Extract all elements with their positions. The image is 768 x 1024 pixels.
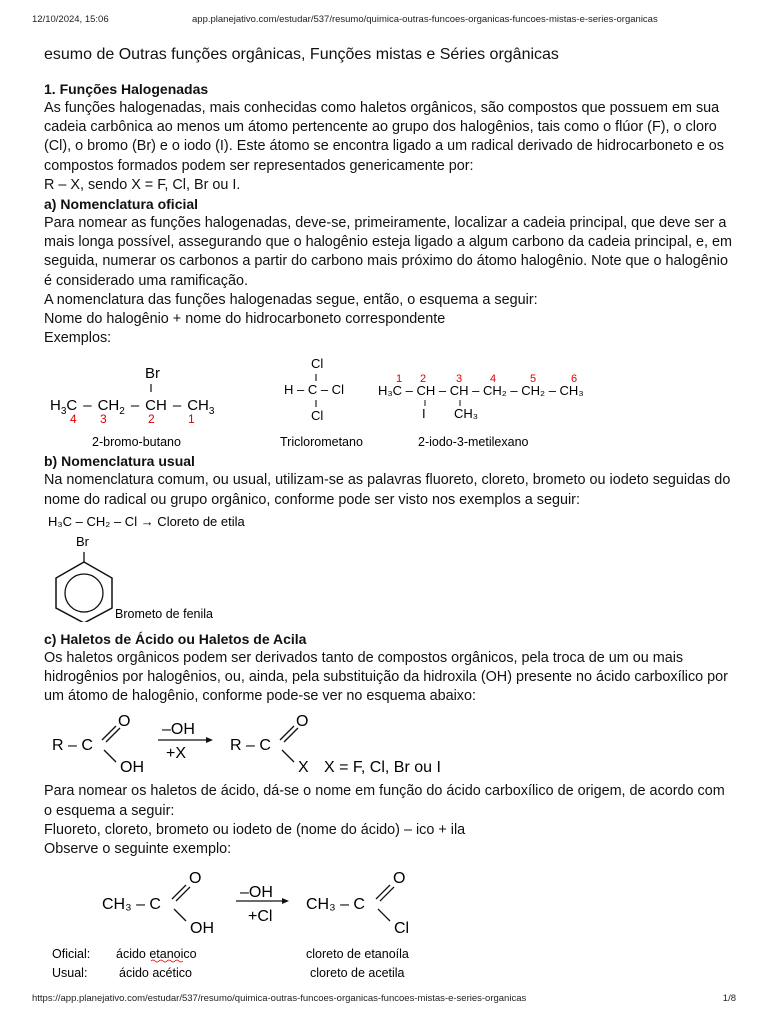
scheme-rc-left: R – C <box>52 737 93 755</box>
usual-halide-name: cloreto de acetila <box>310 966 405 980</box>
paragraph-regra-haletos: Fluoreto, cloreto, brometo ou iodeto de (nome do ácido) – ico + ila <box>44 821 466 838</box>
triclorometano-row: H – C – Cl <box>284 382 344 398</box>
carbon-number-1: 1 <box>188 412 195 427</box>
bromine-atom: Br <box>76 533 89 549</box>
scheme-rc-right: R – C <box>230 737 271 755</box>
paragraph-exemplos: Exemplos: <box>44 330 112 347</box>
paragraph-generic-formula: R – X, sendo X = F, Cl, Br ou I. <box>44 176 241 193</box>
paragraph-nomenclatura-oficial: Para nomear as funções halogenadas, deve-se, primeiramente, localizar a cadeia principal, que deve ser a mais longa possível, assegurando que o halogênio esteja ligado a algum carbono da cadeia principal, e, em seguida, numerar os carbonos a partir do carbono mais próximo do átomo halogênio. Note que o halogênio é considerado uma ramificação. <box>44 215 733 289</box>
page-number: 1/8 <box>722 993 736 1004</box>
scheme-halogen: X <box>298 759 309 777</box>
structure-2-iodo-3-metilexano <box>378 373 584 449</box>
scheme-oxygen-right: O <box>296 713 309 731</box>
print-url[interactable]: app.planejativo.com/estudar/537/resumo/quimica-outras-funcoes-organicas-funcoes-mistas-e-series-organicas <box>192 14 658 25</box>
usual-label: Usual: <box>52 966 88 980</box>
chain-2-iodo-3-metilexano: H₃C – CH – CH – CH₂ – CH₂ – CH₃ <box>378 383 584 399</box>
carbon-number-5: 5 <box>530 373 537 386</box>
example-ch3c-right: CH₃ – C <box>306 896 365 914</box>
structure-triclorometano <box>280 356 363 449</box>
subheading-nomenclatura-usual: b) Nomenclatura usual <box>44 453 195 470</box>
paragraph-intro: As funções halogenadas, mais conhecidas como haletos orgânicos, são compostos que possuem em sua cadeia carbônica ao menos um átomo pertencente ao grupo dos halogênios, tais como o flúor (F), o cloro (Cl), o bromo (Br) e o iodo (I). Este átomo se encontra ligado a um radical derivado de hidrocarboneto e os compostos formados podem ser representados genericamente por: <box>44 100 724 174</box>
figure-acid-halide-scheme <box>44 706 734 782</box>
example-reagent-top: –OH <box>240 884 273 902</box>
cloreto-de-etila-formula: H₃C – CH₂ – Cl → Cloreto de etila <box>48 513 245 529</box>
example-chlorine: Cl <box>394 920 410 938</box>
carbon-number-3: 3 <box>100 412 107 427</box>
brometo-de-fenila-structure <box>56 534 213 622</box>
scheme-result: X = F, Cl, Br ou I <box>324 759 441 777</box>
paragraph-observe: Observe o seguinte exemplo: <box>44 841 232 858</box>
carbon-number-1: 1 <box>396 373 403 386</box>
carbon-number-3: 3 <box>456 373 463 386</box>
bromine-atom: Br <box>145 365 160 383</box>
methyl-branch: CH₃ <box>454 406 479 422</box>
oficial-halide-name: cloreto de etanoíla <box>306 947 409 962</box>
chlorine-bottom: Cl <box>311 408 324 424</box>
structure-2-bromo-butano <box>50 365 215 449</box>
carbon-number-2: 2 <box>420 373 427 386</box>
carbon-number-4: 4 <box>70 412 77 427</box>
oficial-acid-name: ácido etanoico <box>116 947 197 962</box>
paragraph-regra-nome: Nome do halogênio + nome do hidrocarboneto correspondente <box>44 311 446 328</box>
subheading-haletos-de-acido: c) Haletos de Ácido ou Haletos de Acila <box>44 630 307 647</box>
figure-acetyl-chloride-example <box>44 859 734 979</box>
scheme-reagent-top: –OH <box>162 721 195 739</box>
iodine-atom: I <box>422 406 426 422</box>
oficial-label: Oficial: <box>52 947 91 962</box>
footer-url[interactable]: https://app.planejativo.com/estudar/537/resumo/quimica-outras-funcoes-organicas-funcoes-mistas-e-series-organicas <box>32 993 527 1004</box>
paragraph-nomear-haletos: Para nomear os haletos de ácido, dá-se o nome em função do ácido carboxílico de origem, de acordo com o esquema a seguir: <box>44 783 725 819</box>
document-body <box>44 44 734 979</box>
example-hydroxyl: OH <box>190 920 214 938</box>
name-2-iodo-3-metilexano: 2-iodo-3-metilexano <box>418 435 529 450</box>
paragraph-nomenclatura-usual: Na nomenclatura comum, ou usual, utilizam-se as palavras fluoreto, cloreto, brometo ou iodeto seguidas do nome do radical ou grupo orgânico, conforme pode ser visto nos exemplos a seguir: <box>44 472 731 508</box>
example-oxygen-right: O <box>393 870 406 888</box>
carbon-number-2: 2 <box>148 412 155 427</box>
print-datetime: 12/10/2024, 15:06 <box>32 14 109 25</box>
figure-usual-examples <box>44 510 734 622</box>
chlorine-top: Cl <box>311 356 324 372</box>
paragraph-haletos-de-acido: Os haletos orgânicos podem ser derivados tanto de compostos orgânicos, pela troca de um ou mais hidrogênios por halogênios, ou, ainda, pela substituição da hidroxila (OH) presente no ácido carboxílico por um átomo de halogênio, conforme pode-se ver no esquema abaixo: <box>44 649 728 705</box>
name-2-bromo-butano: 2-bromo-butano <box>92 435 181 450</box>
section-heading-halogenadas: 1. Funções Halogenadas <box>44 81 209 97</box>
example-oxygen-left: O <box>189 870 202 888</box>
usual-acid-name: ácido acético <box>119 966 192 980</box>
carbon-number-4: 4 <box>490 373 497 386</box>
scheme-reagent-bottom: +X <box>166 745 187 763</box>
name-brometo-de-fenila: Brometo de fenila <box>115 606 213 621</box>
paragraph-esquema: A nomenclatura das funções halogenadas segue, então, o esquema a seguir: <box>44 291 538 308</box>
carbon-number-6: 6 <box>571 373 578 386</box>
subheading-nomenclatura-oficial: a) Nomenclatura oficial <box>44 196 199 213</box>
figure-nomenclature-examples <box>44 348 734 452</box>
page-title: esumo de Outras funções orgânicas, Funções mistas e Séries orgânicas <box>44 46 559 63</box>
chain-2-bromo-butano: $H_3C - CH_2$ – CH – $CH_3$ <box>50 397 215 418</box>
name-triclorometano: Triclorometano <box>280 435 363 450</box>
example-reagent-bottom: +Cl <box>248 908 273 926</box>
example-ch3c-left: CH₃ – C <box>102 896 161 914</box>
scheme-oxygen-left: O <box>118 713 131 731</box>
scheme-hydroxyl: OH <box>120 759 144 777</box>
